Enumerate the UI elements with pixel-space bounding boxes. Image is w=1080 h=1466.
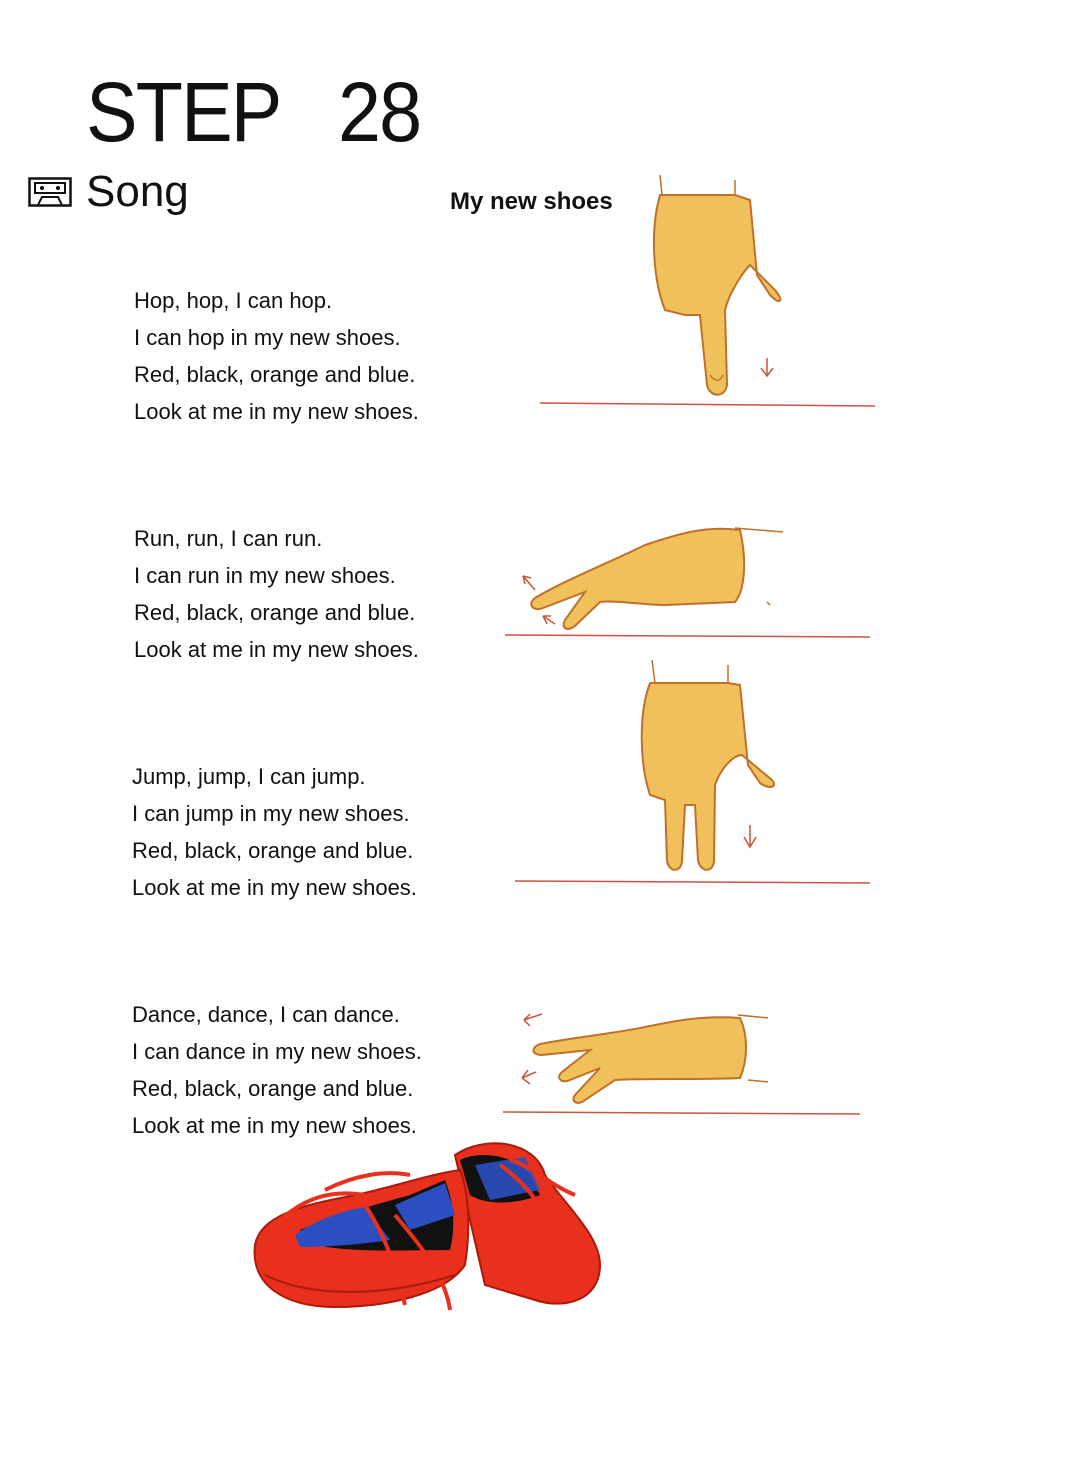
verse-1 — [134, 282, 419, 430]
verse-line: Hop, hop, I can hop. — [134, 288, 333, 313]
verse-2 — [134, 520, 419, 668]
page-title: STEP 28 — [86, 65, 421, 159]
verse-line: Jump, jump, I can jump. — [132, 764, 366, 789]
verse-line: Run, run, I can run. — [134, 526, 323, 551]
verse-line: Look at me in my new shoes. — [134, 637, 419, 662]
section-header — [28, 167, 189, 216]
verse-line: I can run in my new shoes. — [134, 563, 396, 588]
hand-jump-illustration — [510, 655, 875, 890]
song-title: My new shoes — [450, 188, 613, 215]
hand-run-illustration — [505, 520, 875, 645]
verse-line: Look at me in my new shoes. — [134, 399, 419, 424]
verse-line: Red, black, orange and blue. — [132, 838, 414, 863]
verse-4 — [132, 996, 422, 1144]
verse-line: Red, black, orange and blue. — [134, 600, 416, 625]
verse-line: Look at me in my new shoes. — [132, 1113, 417, 1138]
section-label: Song — [86, 167, 189, 216]
cassette-icon — [28, 177, 72, 207]
verse-line: Look at me in my new shoes. — [132, 875, 417, 900]
hand-dance-illustration — [500, 1000, 870, 1125]
hand-hop-illustration — [535, 170, 880, 415]
verse-line: I can dance in my new shoes. — [132, 1039, 422, 1064]
verse-line: Red, black, orange and blue. — [132, 1076, 414, 1101]
verse-line: Red, black, orange and blue. — [134, 362, 416, 387]
verse-line: I can jump in my new shoes. — [132, 801, 410, 826]
verse-line: I can hop in my new shoes. — [134, 325, 401, 350]
shoes-illustration — [245, 1135, 605, 1315]
verse-3 — [132, 758, 417, 906]
verse-line: Dance, dance, I can dance. — [132, 1002, 400, 1027]
